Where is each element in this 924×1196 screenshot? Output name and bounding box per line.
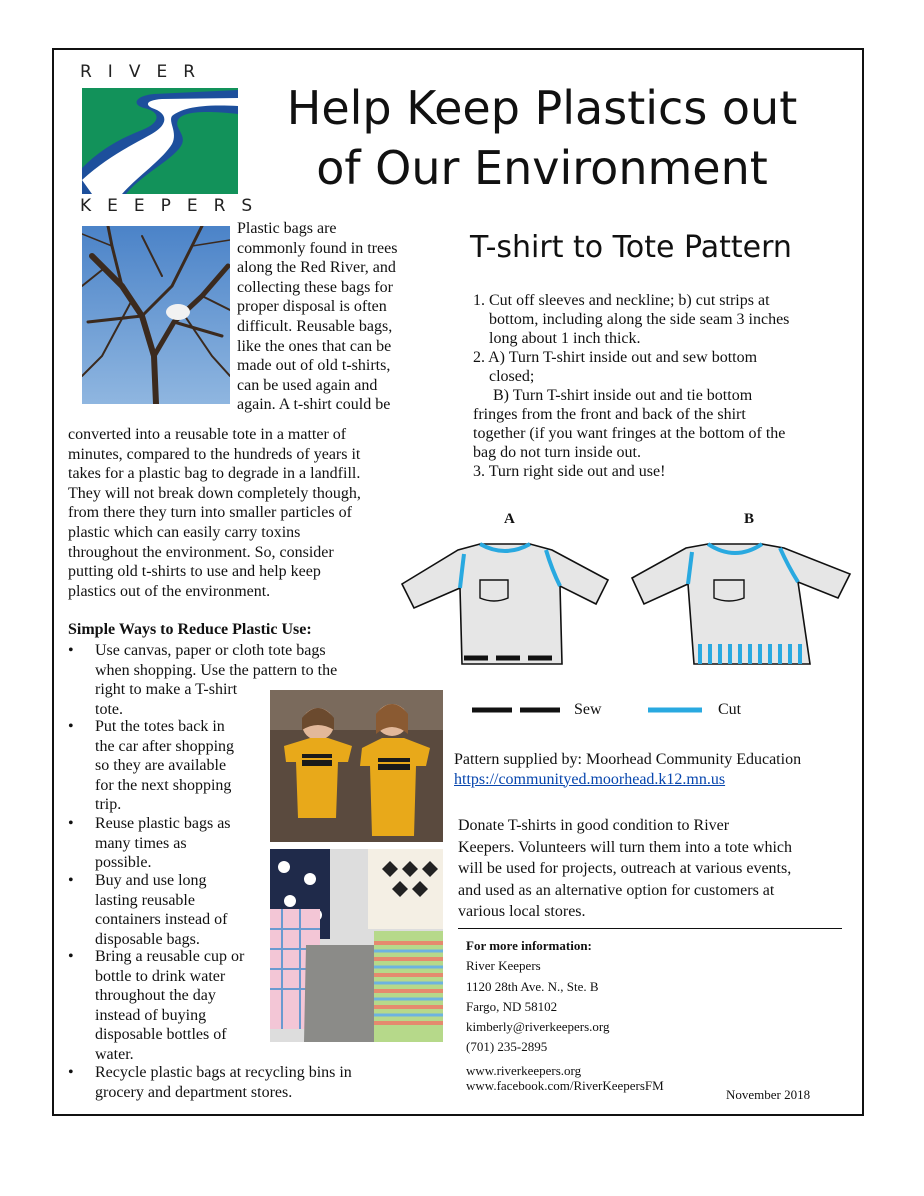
sew-legend-line [470, 700, 570, 720]
list-item-line: for the next shopping [95, 776, 232, 794]
list-item-line: water. [95, 1045, 134, 1063]
list-item-line: lasting reusable [95, 891, 195, 909]
list-item-line: throughout the day [95, 987, 216, 1005]
cut-legend-line [646, 700, 706, 720]
publication-date: November 2018 [726, 1087, 811, 1102]
pattern-title: T-shirt to Tote Pattern [470, 230, 792, 265]
contact-website[interactable]: www.riverkeepers.org [466, 1062, 582, 1078]
step-line: closed; [473, 368, 535, 385]
contact-city: Fargo, ND 58102 [466, 998, 558, 1014]
intro-line: like the ones that can be [237, 337, 392, 355]
intro-line: from there they turn into smaller particles of [68, 504, 352, 522]
intro-paragraph-full [68, 425, 408, 601]
intro-line: collecting these bags for [237, 278, 393, 296]
sew-legend-label: Sew [574, 701, 602, 718]
river-keepers-logo [80, 62, 269, 220]
list-item-line: tote. [95, 700, 123, 718]
list-item [68, 947, 244, 1065]
donate-line: various local stores. [458, 903, 586, 920]
pattern-source-link[interactable]: https://communityed.moorhead.k12.mn.us [454, 770, 726, 788]
shirt-b-label: B [744, 511, 755, 527]
list-item-line: Reuse plastic bags as [95, 815, 231, 832]
intro-line: along the Red River, and [237, 259, 396, 277]
intro-line: proper disposal is often [237, 298, 387, 316]
list-item [68, 871, 227, 949]
contact-org: River Keepers [466, 958, 541, 974]
list-item-line: many times as [95, 834, 187, 852]
finished-tshirt-totes-photo [270, 849, 443, 1042]
donate-paragraph [458, 815, 838, 923]
contact-info [466, 936, 664, 1093]
divider [458, 928, 842, 929]
bullet: • [68, 718, 74, 735]
donate-line: and used as an alternative option for customers at [458, 881, 775, 899]
intro-line: plastic which can easily carry toxins [68, 523, 301, 541]
pattern-credit [454, 750, 801, 789]
bullet: • [68, 872, 74, 889]
donate-line: Keepers. Volunteers will turn them into a tote which [458, 838, 793, 856]
logo-bottom-text: KEEPERS [80, 196, 269, 216]
intro-line: minutes, compared to the hundreds of years it [68, 445, 361, 463]
list-item-line: bottle to drink water [95, 967, 226, 985]
step-line: bag do not turn inside out. [473, 444, 641, 461]
bullet: • [68, 642, 74, 659]
intro-line: converted into a reusable tote in a matter of [68, 426, 347, 443]
river-logo-graphic [82, 88, 238, 194]
title-line-2: of Our Environment [316, 141, 768, 195]
intro-line: commonly found in trees [237, 239, 398, 257]
step-line: 3. Turn right side out and use! [473, 463, 666, 480]
intro-line: difficult. Reusable bags, [237, 317, 393, 335]
donate-line: will be used for projects, outreach at various events, [458, 860, 792, 877]
bullet: • [68, 1064, 74, 1081]
ways-heading: Simple Ways to Reduce Plastic Use: [68, 621, 312, 638]
donate-line: Donate T-shirts in good condition to River [458, 817, 730, 834]
list-item-line: Put the totes back in [95, 718, 225, 735]
intro-line: Plastic bags are [237, 220, 337, 237]
contact-phone: (701) 235-2895 [466, 1039, 548, 1055]
shirt-b-diagram [630, 540, 854, 668]
step-line: long about 1 inch thick. [473, 330, 641, 347]
list-item-line: Use canvas, paper or cloth tote bags [95, 642, 326, 659]
step-line: fringes from the front and back of the shirt [473, 406, 746, 423]
list-item [68, 717, 234, 815]
list-item [68, 814, 231, 873]
contact-heading: For more information: [466, 938, 592, 953]
intro-line: throughout the environment. So, consider [68, 543, 334, 561]
cut-legend-label: Cut [718, 701, 742, 718]
intro-paragraph-wrapped [237, 219, 427, 415]
list-item-line: the car after shopping [95, 737, 235, 755]
bullet: • [68, 948, 74, 965]
list-item-line: disposable bottles of [95, 1026, 227, 1044]
list-item-line: right to make a T-shirt [95, 681, 238, 699]
intro-line: They will not break down completely though, [68, 484, 361, 502]
step-line: 2. A) Turn T-shirt inside out and sew bottom [473, 349, 758, 366]
page-title [262, 78, 822, 198]
list-item [68, 1063, 352, 1102]
intro-line: made out of old t-shirts, [237, 357, 391, 375]
step-line: 1. Cut off sleeves and neckline; b) cut strips at [473, 292, 770, 309]
step-line: together (if you want fringes at the bottom of the [473, 425, 786, 442]
shirt-a-body [402, 544, 608, 664]
girls-holding-tshirt-totes-photo [270, 690, 443, 842]
list-item-line: possible. [95, 854, 152, 872]
step-line: bottom, including along the side seam 3 inches [473, 311, 790, 328]
shirt-a-diagram [400, 540, 610, 670]
list-item-line: Bring a reusable cup or [95, 948, 245, 965]
title-line-1: Help Keep Plastics out [286, 81, 798, 135]
logo-top-text: RIVER [80, 62, 212, 82]
list-item-line: disposable bags. [95, 930, 200, 948]
pattern-supplied-by: Pattern supplied by: Moorhead Community Education [454, 751, 802, 768]
intro-line: again. A t-shirt could be [237, 396, 391, 414]
list-item-line: trip. [95, 796, 122, 814]
list-item-line: so they are available [95, 757, 227, 775]
contact-facebook[interactable]: www.facebook.com/RiverKeepersFM [466, 1077, 664, 1093]
intro-line: can be used again and [237, 376, 378, 394]
contact-street: 1120 28th Ave. N., Ste. B [466, 978, 599, 994]
step-line: B) Turn T-shirt inside out and tie bottom [473, 387, 753, 404]
list-item-line: Buy and use long [95, 872, 207, 889]
list-item-line: when shopping. Use the pattern to the [95, 661, 338, 679]
list-item-line: instead of buying [95, 1006, 207, 1024]
pattern-steps [473, 291, 833, 481]
contact-email[interactable]: kimberly@riverkeepers.org [466, 1019, 610, 1035]
intro-line: putting old t-shirts to use and help keep [68, 563, 321, 581]
list-item-line: Recycle plastic bags at recycling bins in [95, 1064, 352, 1081]
list-item-line: grocery and department stores. [95, 1083, 293, 1101]
bullet: • [68, 815, 74, 832]
shirt-a-label: A [504, 511, 515, 527]
list-item-line: containers instead of [95, 911, 228, 929]
tree-with-plastic-bag-photo [82, 226, 230, 404]
intro-line: plastics out of the environment. [68, 582, 271, 600]
intro-line: takes for a plastic bag to degrade in a landfill. [68, 465, 361, 483]
